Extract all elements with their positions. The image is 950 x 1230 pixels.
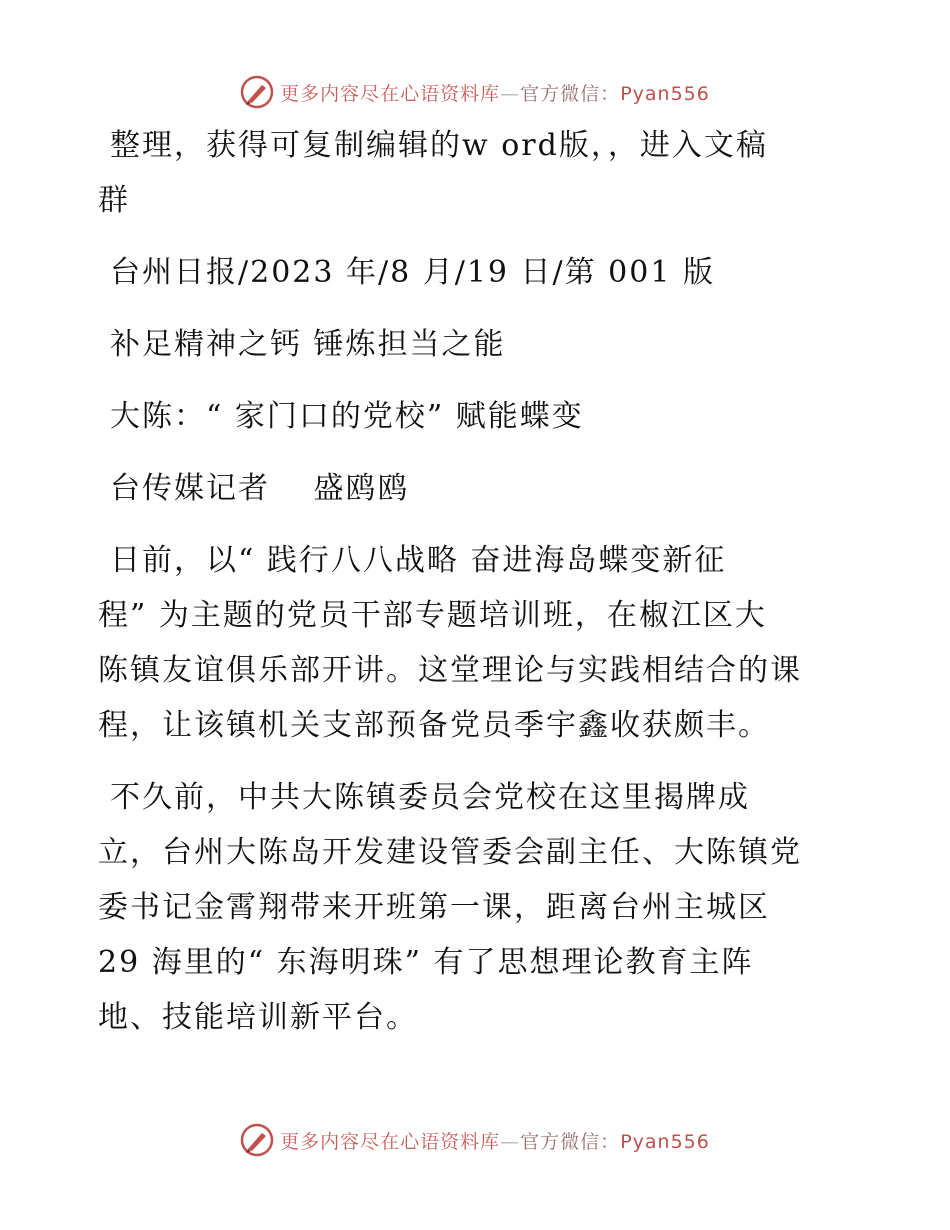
header-banner: [0, 70, 950, 114]
footer-banner: [0, 1118, 950, 1162]
banner-separator: —: [500, 1130, 521, 1153]
body-paragraph-2: [98, 770, 858, 1045]
intro-paragraph: [98, 118, 858, 228]
banner-wechat-id: Pyan556: [620, 82, 710, 105]
paragraph-line: 程，让该镇机关支部预备党员季宇鑫收获颇丰。: [98, 708, 770, 743]
pen-logo-icon: [240, 1123, 274, 1157]
paragraph-line: 日前，以“ 践行八八战略 奋进海岛蝶变新征: [110, 543, 727, 578]
banner-text: [280, 1127, 710, 1154]
intro-line: 整理，获得可复制编辑的w ord版，，进入文稿: [110, 128, 768, 163]
paragraph-line: 立，台州大陈岛开发建设管委会副主任、大陈镇党: [98, 835, 802, 870]
paragraph-line: 委书记金霄翔带来开班第一课，距离台州主城区: [98, 890, 770, 925]
body-paragraph-1: [98, 533, 858, 753]
paragraph-line: 地、技能培训新平台。: [98, 1000, 418, 1035]
banner-wechat-id: Pyan556: [620, 1130, 710, 1153]
banner-text: [280, 79, 710, 106]
banner-separator: —: [500, 82, 521, 105]
banner-wechat-label: 官方微信：: [520, 82, 621, 105]
document-body: [98, 118, 858, 1062]
pen-logo-icon: [240, 75, 274, 109]
intro-line: 群: [98, 183, 130, 218]
banner-wechat-label: 官方微信：: [520, 1130, 621, 1153]
banner-title: 更多内容尽在心语资料库: [280, 1130, 501, 1153]
subheadline: 大陈：“ 家门口的党校” 赋能蝶变: [110, 399, 584, 434]
paragraph-line: 陈镇友谊俱乐部开讲。这堂理论与实践相结合的课: [98, 653, 802, 688]
byline: 台传媒记者 盛鸥鸥: [110, 471, 410, 506]
source-line: 台州日报/2023 年/8 月/19 日/第 001 版: [110, 255, 715, 290]
paragraph-line: 29 海里的“ 东海明珠” 有了思想理论教育主阵: [98, 945, 754, 980]
paragraph-line: 不久前，中共大陈镇委员会党校在这里揭牌成: [110, 780, 750, 815]
headline: 补足精神之钙 锤炼担当之能: [110, 327, 506, 362]
paragraph-line: 程” 为主题的党员干部专题培训班，在椒江区大: [98, 598, 767, 633]
banner-title: 更多内容尽在心语资料库: [280, 82, 501, 105]
